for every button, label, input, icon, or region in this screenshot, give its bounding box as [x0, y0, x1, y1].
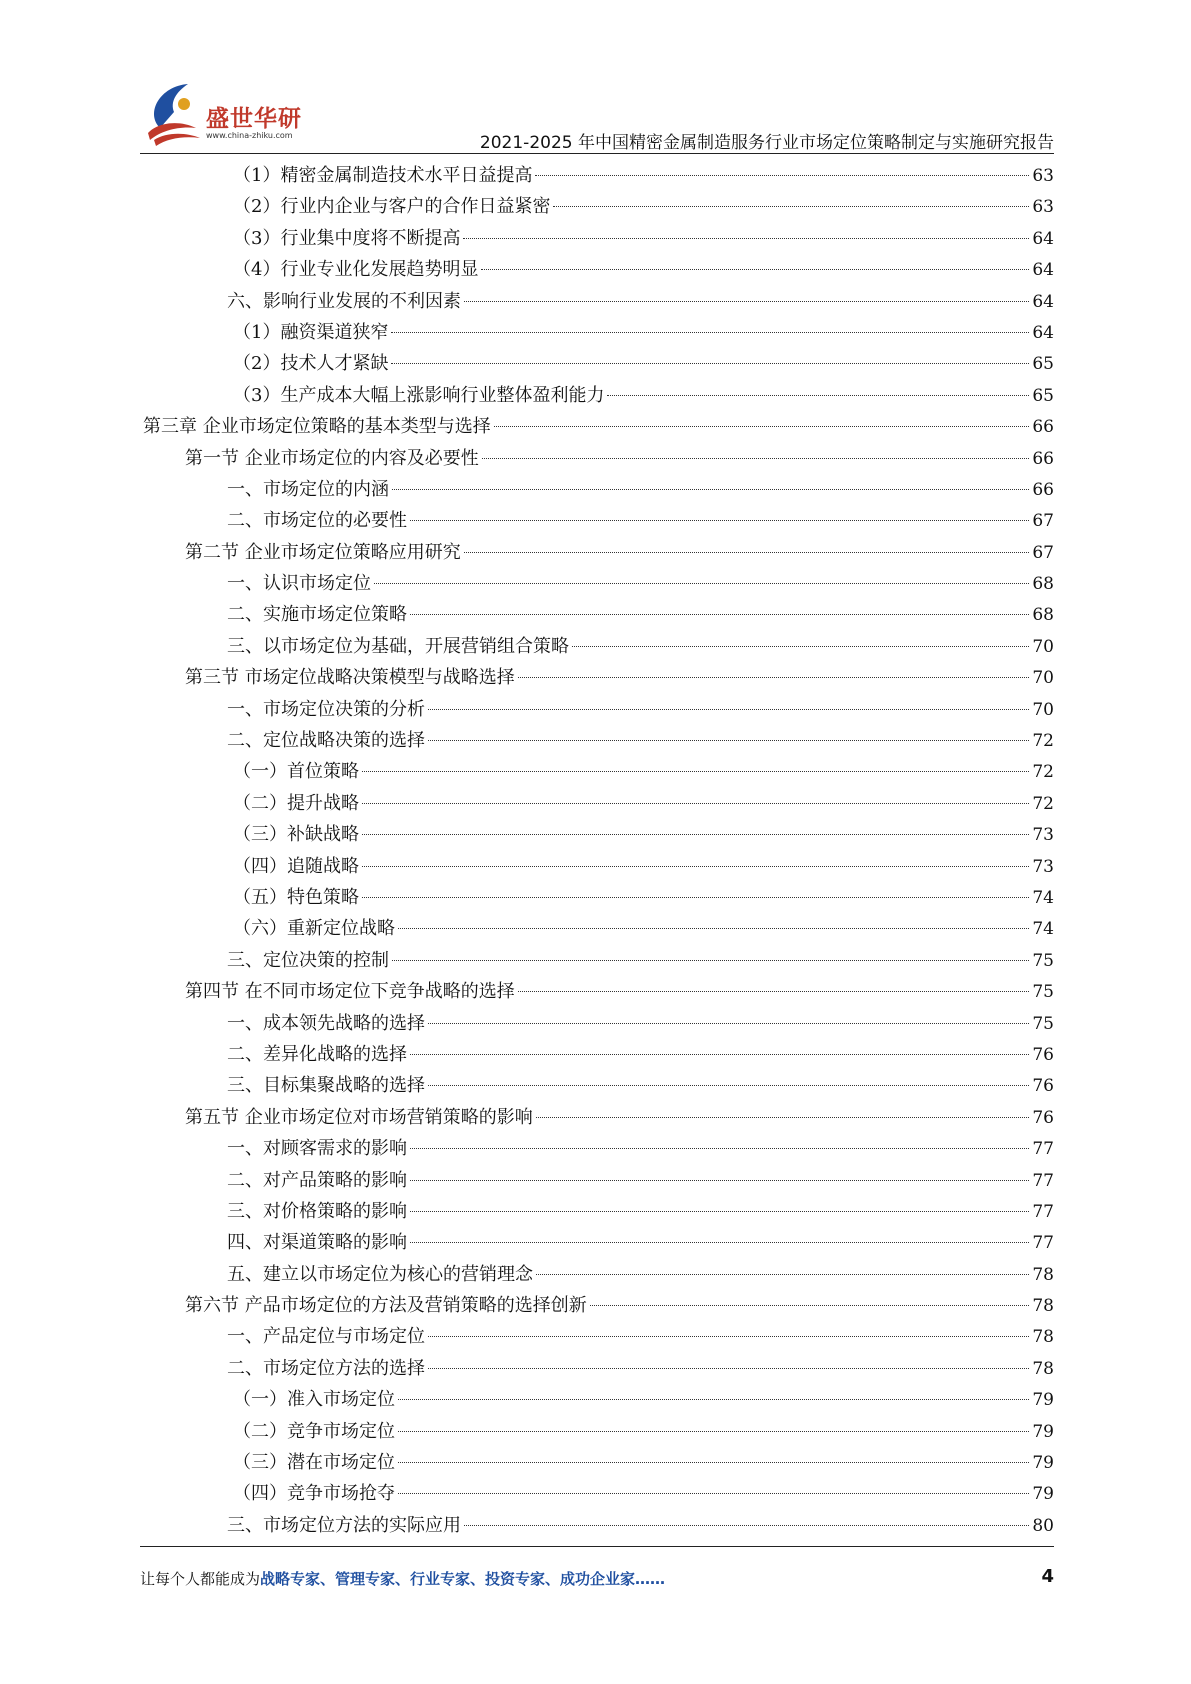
toc-entry-label: 一、产品定位与市场定位 — [227, 1326, 425, 1348]
toc-dot-leader — [398, 1462, 1029, 1463]
toc-dot-leader — [410, 1242, 1029, 1243]
toc-entry-label: 一、市场定位的内涵 — [227, 478, 389, 500]
toc-dot-leader — [410, 1054, 1029, 1055]
toc-entry-page: 70 — [1032, 636, 1054, 657]
toc-entry-page: 67 — [1032, 542, 1054, 563]
toc-entry[interactable] — [140, 254, 1054, 285]
toc-entry[interactable] — [140, 411, 1054, 442]
toc-entry-page: 65 — [1032, 385, 1054, 406]
toc-entry-label: 六、影响行业发展的不利因素 — [227, 290, 461, 312]
toc-entry-label: 二、定位战略决策的选择 — [227, 730, 425, 752]
toc-entry[interactable] — [140, 1196, 1054, 1227]
toc-entry[interactable] — [140, 568, 1054, 599]
toc-entry-label: （六）重新定位战略 — [233, 918, 395, 940]
toc-dot-leader — [463, 238, 1029, 239]
toc-dot-leader — [398, 1431, 1029, 1432]
toc-entry-label: 一、市场定位决策的分析 — [227, 698, 425, 720]
toc-entry[interactable] — [140, 819, 1054, 850]
toc-dot-leader — [392, 489, 1029, 490]
toc-entry[interactable] — [140, 1447, 1054, 1478]
toc-entry-label: 四、对渠道策略的影响 — [227, 1232, 407, 1254]
toc-entry-page: 63 — [1032, 166, 1054, 186]
toc-entry-label: 第三节 市场定位战略决策模型与战略选择 — [185, 667, 515, 689]
toc-entry-label: （五）特色策略 — [233, 886, 359, 908]
toc-entry-label: 第一节 企业市场定位的内容及必要性 — [185, 447, 479, 469]
toc-entry-label: 三、定位决策的控制 — [227, 949, 389, 971]
toc-entry-page: 64 — [1032, 228, 1054, 249]
toc-entry[interactable] — [140, 1133, 1054, 1164]
toc-entry[interactable] — [140, 1478, 1054, 1509]
toc-entry-page: 64 — [1032, 260, 1054, 281]
toc-entry-label: （三）潜在市场定位 — [233, 1452, 395, 1474]
toc-dot-leader — [398, 928, 1029, 929]
toc-entry[interactable] — [140, 223, 1054, 254]
toc-entry-label: 三、目标集聚战略的选择 — [227, 1075, 425, 1097]
toc-dot-leader — [464, 1525, 1029, 1526]
toc-entry-label: 一、认识市场定位 — [227, 573, 371, 595]
toc-dot-leader — [428, 709, 1029, 710]
toc-dot-leader — [410, 1148, 1029, 1149]
toc-entry-page: 75 — [1032, 982, 1054, 1003]
toc-entry-page: 78 — [1032, 1264, 1054, 1285]
toc-dot-leader — [410, 520, 1029, 521]
toc-entry-page: 79 — [1032, 1484, 1054, 1505]
toc-entry-label: 第四节 在不同市场定位下竞争战略的选择 — [185, 981, 515, 1003]
toc-entry-page: 65 — [1032, 354, 1054, 375]
toc-entry-page: 75 — [1032, 1013, 1054, 1034]
toc-entry[interactable] — [140, 1070, 1054, 1101]
toc-entry-label: （3）生产成本大幅上涨影响行业整体盈利能力 — [233, 384, 605, 406]
toc-dot-leader — [362, 866, 1029, 867]
toc-dot-leader — [398, 1399, 1029, 1400]
toc-entry-page: 66 — [1032, 479, 1054, 500]
toc-entry-label: 一、对顾客需求的影响 — [227, 1138, 407, 1160]
report-title: 2021-2025 年中国精密金属制造服务行业市场定位策略制定与实施研究报告 — [479, 133, 1054, 153]
toc-dot-leader — [494, 426, 1030, 427]
toc-entry[interactable] — [140, 505, 1054, 536]
toc-dot-leader — [590, 1305, 1030, 1306]
toc-entry-label: （1）精密金属制造技术水平日益提高 — [233, 165, 533, 186]
toc-entry[interactable] — [140, 662, 1054, 693]
toc-entry[interactable] — [140, 976, 1054, 1007]
toc-entry-label: 第五节 企业市场定位对市场营销策略的影响 — [185, 1106, 533, 1128]
toc-entry[interactable] — [140, 1384, 1054, 1415]
slogan-prefix: 让每个人都能成为 — [140, 1570, 261, 1588]
toc-entry-label: 三、以市场定位为基础，开展营销组合策略 — [227, 635, 569, 657]
toc-entry-label: 五、建立以市场定位为核心的营销理念 — [227, 1263, 533, 1285]
toc-entry-label: 二、差异化战略的选择 — [227, 1043, 407, 1065]
toc-dot-leader — [362, 897, 1029, 898]
toc-dot-leader — [482, 458, 1030, 459]
toc-entry-page: 77 — [1032, 1201, 1054, 1222]
toc-dot-leader — [374, 583, 1029, 584]
toc-entry-page: 79 — [1032, 1453, 1054, 1474]
toc-entry-page: 77 — [1032, 1233, 1054, 1254]
toc-entry-page: 63 — [1032, 197, 1054, 218]
toc-entry-page: 72 — [1032, 762, 1054, 783]
toc-dot-leader — [362, 803, 1029, 804]
toc-entry-page: 68 — [1032, 605, 1054, 626]
toc-dot-leader — [518, 677, 1030, 678]
toc-entry-label: （2）技术人才紧缺 — [233, 353, 389, 375]
toc-dot-leader — [428, 1023, 1029, 1024]
toc-entry[interactable] — [140, 474, 1054, 505]
toc-entry-label: （四）竞争市场抢夺 — [233, 1483, 395, 1505]
footer-divider — [140, 1546, 1054, 1547]
toc-dot-leader — [410, 1180, 1029, 1181]
toc-entry-page: 76 — [1032, 1044, 1054, 1065]
toc-dot-leader — [572, 646, 1029, 647]
logo-text: 盛世华研 — [206, 106, 302, 132]
toc-entry-page: 72 — [1032, 793, 1054, 814]
table-of-contents — [140, 160, 1054, 1541]
toc-entry[interactable] — [140, 317, 1054, 348]
toc-entry-label: 第六节 产品市场定位的方法及营销策略的选择创新 — [185, 1295, 587, 1317]
toc-entry-label: （4）行业专业化发展趋势明显 — [233, 259, 479, 281]
toc-entry-page: 79 — [1032, 1390, 1054, 1411]
toc-entry-page: 67 — [1032, 511, 1054, 532]
toc-dot-leader — [391, 332, 1029, 333]
toc-entry-page: 78 — [1032, 1358, 1054, 1379]
toc-entry-page: 70 — [1032, 668, 1054, 689]
toc-dot-leader — [535, 175, 1029, 176]
toc-entry-label: （四）追随战略 — [233, 855, 359, 877]
toc-entry-page: 73 — [1032, 856, 1054, 877]
toc-dot-leader — [481, 269, 1029, 270]
toc-entry[interactable] — [140, 380, 1054, 411]
toc-dot-leader — [428, 1336, 1029, 1337]
toc-dot-leader — [428, 740, 1029, 741]
toc-entry-label: （2）行业内企业与客户的合作日益紧密 — [233, 196, 551, 218]
toc-entry[interactable] — [140, 1259, 1054, 1290]
toc-entry-page: 78 — [1032, 1327, 1054, 1348]
toc-entry-label: （三）补缺战略 — [233, 824, 359, 846]
toc-entry[interactable] — [140, 882, 1054, 913]
slogan-accent: 战略专家、管理专家、行业专家、投资专家、成功企业家…… — [260, 1570, 666, 1588]
toc-entry[interactable] — [140, 756, 1054, 787]
toc-entry-page: 77 — [1032, 1170, 1054, 1191]
logo-url: www.china-zhiku.com — [206, 131, 293, 140]
toc-entry[interactable] — [140, 913, 1054, 944]
toc-entry[interactable] — [140, 1008, 1054, 1039]
toc-dot-leader — [464, 301, 1029, 302]
toc-entry-page: 64 — [1032, 322, 1054, 343]
toc-entry-label: 二、市场定位方法的选择 — [227, 1357, 425, 1379]
toc-entry[interactable] — [140, 851, 1054, 882]
toc-entry-label: 二、实施市场定位策略 — [227, 604, 407, 626]
toc-entry[interactable] — [140, 443, 1054, 474]
toc-dot-leader — [410, 1211, 1029, 1212]
toc-entry-label: 二、对产品策略的影响 — [227, 1169, 407, 1191]
toc-entry[interactable] — [140, 160, 1054, 191]
toc-entry[interactable] — [140, 1290, 1054, 1321]
toc-entry[interactable] — [140, 694, 1054, 725]
toc-dot-leader — [391, 363, 1029, 364]
toc-entry-page: 74 — [1032, 887, 1054, 908]
toc-dot-leader — [392, 960, 1029, 961]
toc-entry-page: 73 — [1032, 825, 1054, 846]
toc-entry-label: 三、市场定位方法的实际应用 — [227, 1514, 461, 1536]
toc-entry[interactable] — [140, 1039, 1054, 1070]
toc-entry-label: （1）融资渠道狭窄 — [233, 321, 389, 343]
toc-entry[interactable] — [140, 1102, 1054, 1133]
toc-entry-label: 二、市场定位的必要性 — [227, 510, 407, 532]
toc-entry-page: 70 — [1032, 699, 1054, 720]
toc-entry-label: 一、成本领先战略的选择 — [227, 1012, 425, 1034]
toc-entry[interactable] — [140, 1227, 1054, 1258]
toc-entry-page: 76 — [1032, 1107, 1054, 1128]
toc-entry[interactable] — [140, 348, 1054, 379]
toc-dot-leader — [553, 206, 1029, 207]
toc-entry-label: （二）竞争市场定位 — [233, 1420, 395, 1442]
toc-entry[interactable] — [140, 945, 1054, 976]
toc-entry[interactable] — [140, 631, 1054, 662]
toc-entry-label: 第三章 企业市场定位策略的基本类型与选择 — [143, 416, 491, 438]
toc-dot-leader — [518, 991, 1030, 992]
toc-entry-page: 66 — [1032, 448, 1054, 469]
toc-entry[interactable] — [140, 191, 1054, 222]
toc-entry[interactable] — [140, 788, 1054, 819]
toc-entry-label: （一）首位策略 — [233, 761, 359, 783]
toc-entry-page: 77 — [1032, 1139, 1054, 1160]
toc-entry-label: （一）准入市场定位 — [233, 1389, 395, 1411]
toc-dot-leader — [362, 834, 1029, 835]
toc-entry[interactable] — [140, 725, 1054, 756]
toc-entry[interactable] — [140, 1353, 1054, 1384]
toc-dot-leader — [464, 552, 1030, 553]
toc-entry[interactable] — [140, 286, 1054, 317]
toc-dot-leader — [398, 1493, 1029, 1494]
toc-entry-page: 79 — [1032, 1421, 1054, 1442]
toc-entry-page: 78 — [1032, 1296, 1054, 1317]
page-number: 4 — [1041, 1566, 1054, 1587]
toc-entry[interactable] — [140, 1165, 1054, 1196]
toc-entry-page: 66 — [1032, 417, 1054, 438]
toc-dot-leader — [428, 1085, 1029, 1086]
toc-entry[interactable] — [140, 1510, 1054, 1541]
footer-slogan — [140, 1568, 665, 1589]
toc-entry-page: 75 — [1032, 950, 1054, 971]
toc-dot-leader — [362, 771, 1029, 772]
toc-entry-label: 第二节 企业市场定位策略应用研究 — [185, 541, 461, 563]
toc-dot-leader — [607, 395, 1029, 396]
header-divider — [140, 153, 1054, 154]
toc-entry[interactable] — [140, 1416, 1054, 1447]
toc-entry-page: 74 — [1032, 919, 1054, 940]
toc-entry-page: 64 — [1032, 291, 1054, 312]
toc-entry-page: 76 — [1032, 1076, 1054, 1097]
toc-entry[interactable] — [140, 537, 1054, 568]
toc-entry-page: 80 — [1032, 1515, 1054, 1536]
toc-entry-label: （二）提升战略 — [233, 792, 359, 814]
toc-entry-label: 三、对价格策略的影响 — [227, 1200, 407, 1222]
toc-entry-page: 72 — [1032, 731, 1054, 752]
toc-dot-leader — [428, 1368, 1029, 1369]
toc-entry[interactable] — [140, 599, 1054, 630]
toc-dot-leader — [410, 614, 1029, 615]
toc-entry[interactable] — [140, 1321, 1054, 1352]
toc-entry-label: （3）行业集中度将不断提高 — [233, 227, 461, 249]
toc-entry-page: 68 — [1032, 574, 1054, 595]
toc-dot-leader — [536, 1274, 1029, 1275]
toc-dot-leader — [536, 1117, 1030, 1118]
